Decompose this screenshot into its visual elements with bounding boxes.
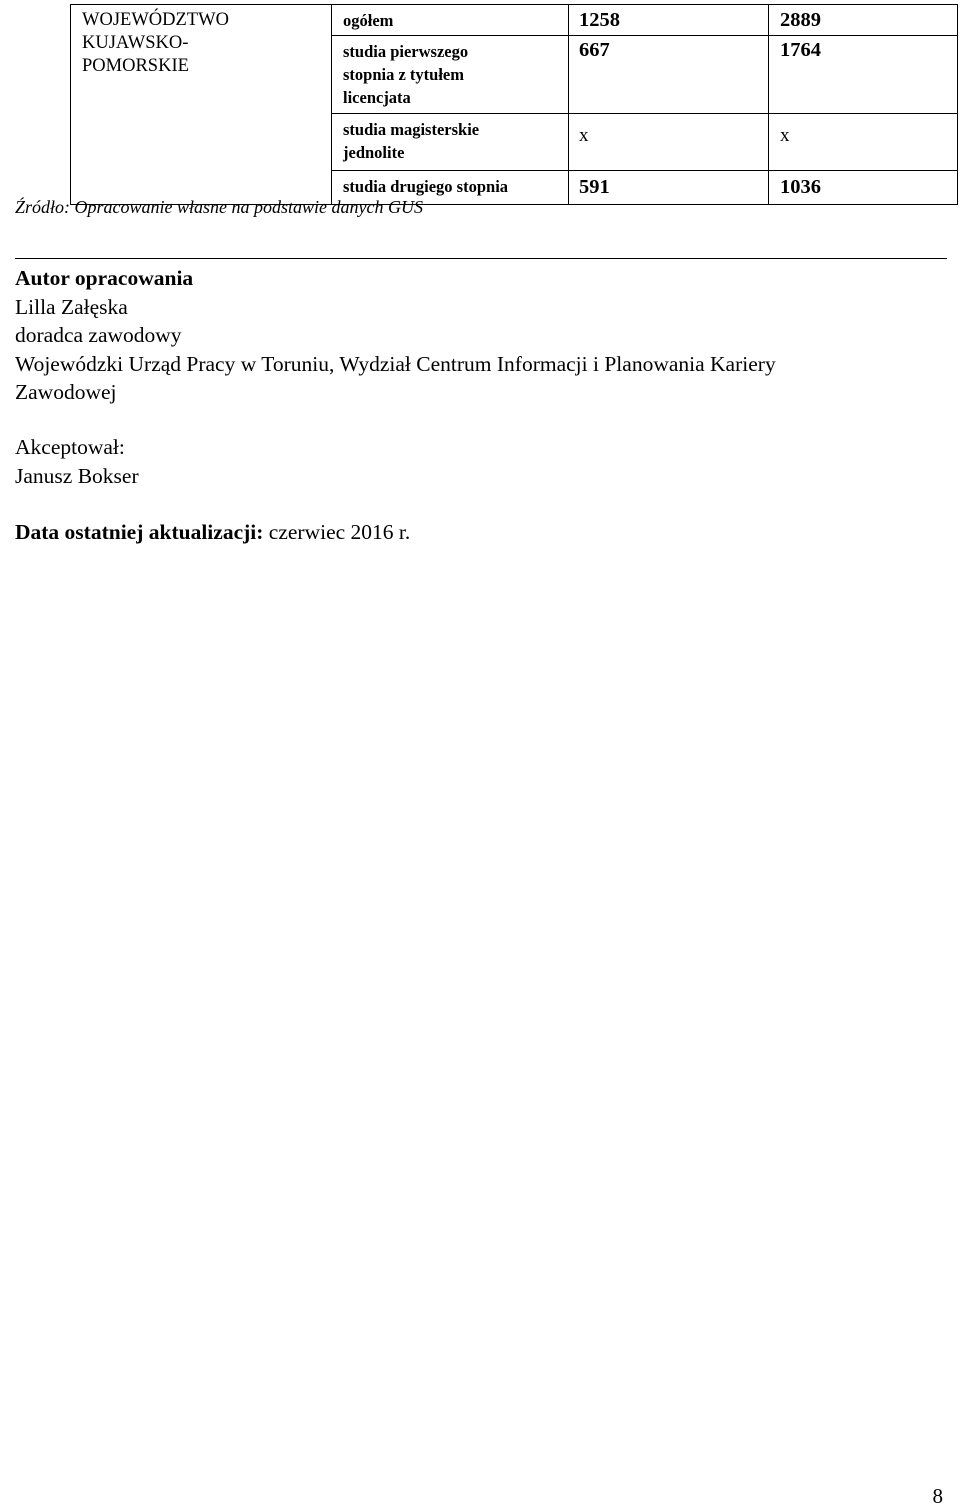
author-institution-continued: Zawodowej [15, 380, 117, 404]
region-cell [71, 5, 332, 205]
value-cell: x [769, 114, 958, 171]
value-cell: 1764 [769, 36, 958, 114]
divider [15, 258, 947, 259]
value-cell: 667 [569, 36, 769, 114]
value-cell: 591 [569, 171, 769, 205]
row-label: studia pierwszego stopnia z tytułem licencjata [332, 36, 569, 114]
table-row [71, 5, 958, 36]
value-cell: 1258 [569, 5, 769, 36]
author-position: doradca zawodowy [15, 323, 182, 347]
accepted-section [15, 433, 945, 490]
education-data-table [70, 4, 958, 205]
accepted-name: Janusz Bokser [15, 463, 139, 488]
author-section [15, 264, 945, 407]
region-line: KUJAWSKO- [82, 33, 189, 53]
author-institution: Wojewódzki Urząd Pracy w Toruniu, Wydział Centrum Informacji i Planowania Kariery [15, 351, 776, 376]
update-value: czerwiec 2016 r. [263, 520, 411, 544]
author-name: Lilla Załęska [15, 294, 128, 319]
update-label: Data ostatniej aktualizacji: [15, 520, 264, 544]
row-label: studia magisterskie jednolite [332, 114, 569, 171]
value-cell: x [569, 114, 769, 171]
row-label: ogółem [332, 5, 569, 36]
author-heading: Autor opracowania [15, 266, 194, 290]
accepted-label: Akceptował: [15, 435, 125, 459]
value-cell: 1036 [769, 171, 958, 205]
row-label: studia drugiego stopnia [332, 171, 569, 205]
page-number: 8 [932, 1484, 943, 1508]
region-line: WOJEWÓDZTWO [82, 10, 229, 30]
update-section [15, 518, 945, 547]
source-note: Źródło: Opracowanie własne na podstawie danych GUS [15, 197, 423, 217]
value-cell: 2889 [769, 5, 958, 36]
region-line: POMORSKIE [82, 56, 189, 76]
